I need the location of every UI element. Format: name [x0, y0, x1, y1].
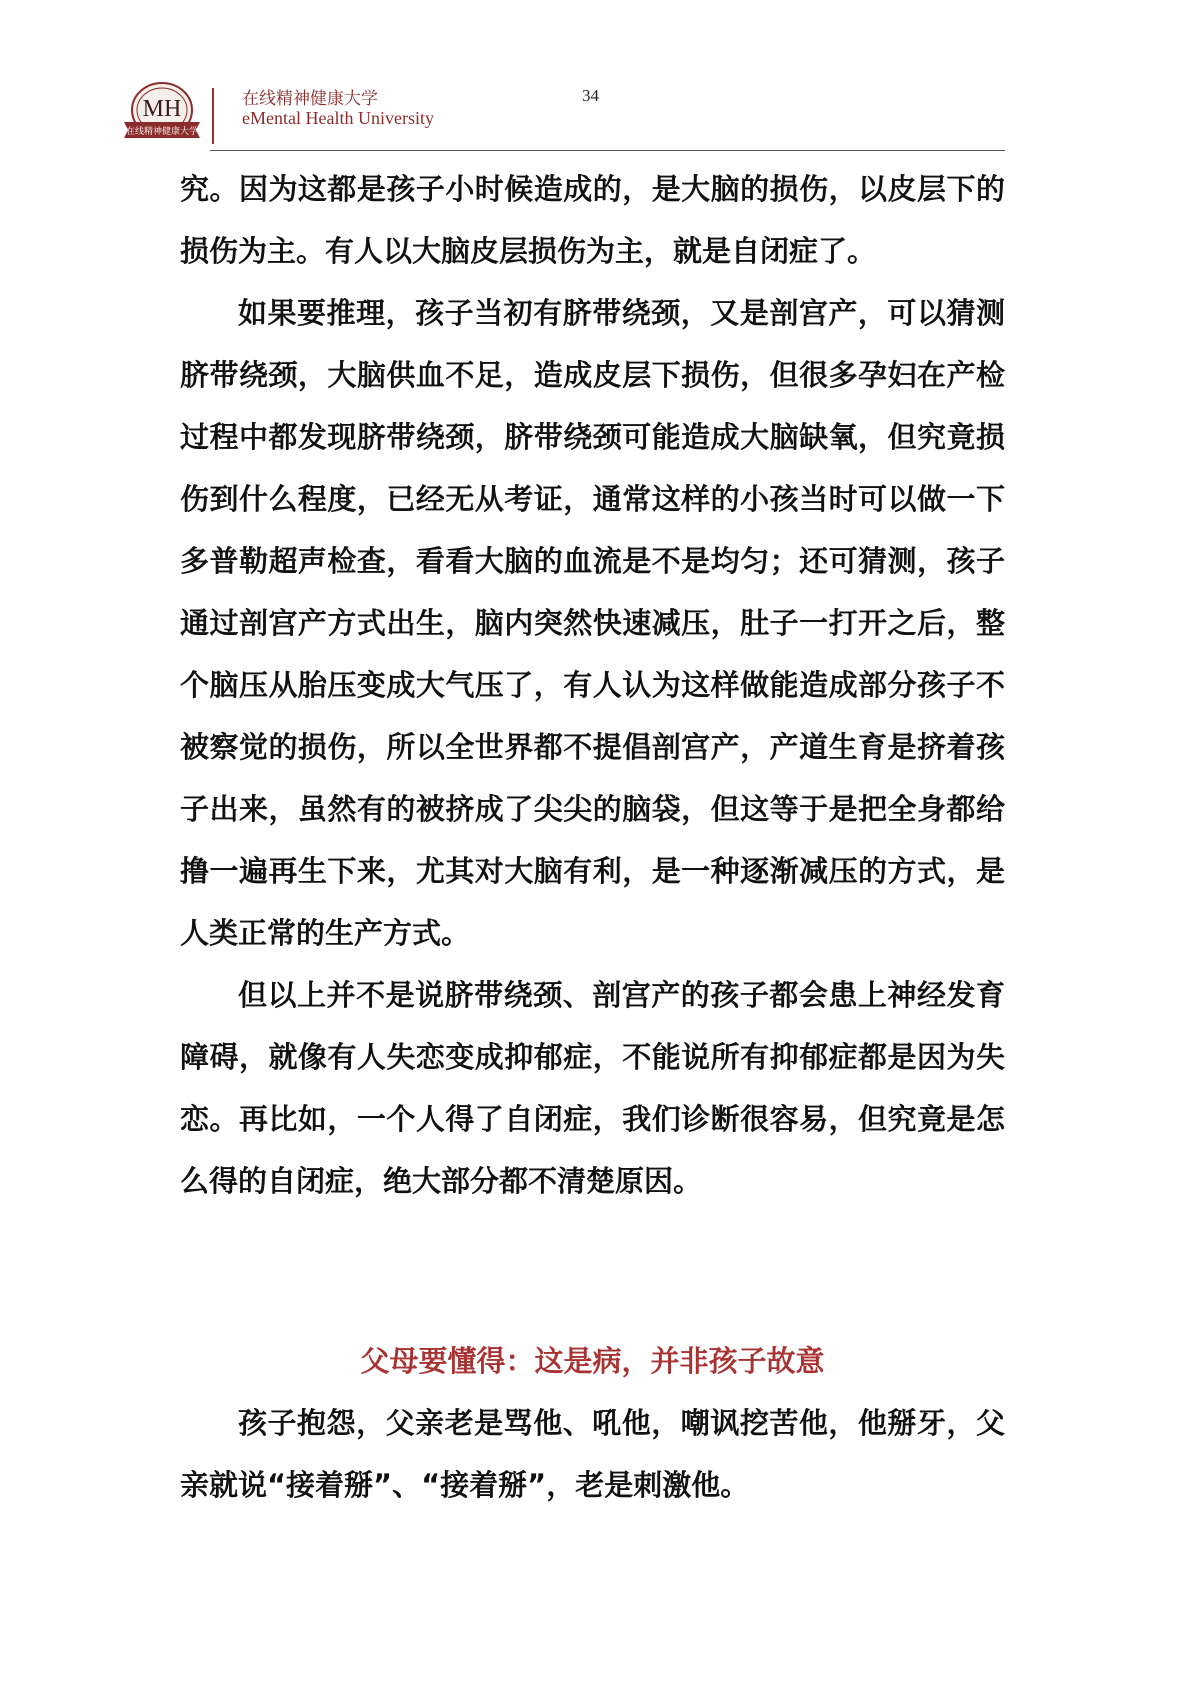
logo-banner-text: 在线精神健康大学 [125, 127, 199, 137]
paragraph-3: 但以上并不是说脐带绕颈、剖宫产的孩子都会患上神经发育障碍，就像有人失恋变成抑郁症，不能说所有抑郁症都是因为失恋。再比如，一个人得了自闭症，我们诊断很容易，但究竟是怎么得的自闭症，绝大部分都不清楚原因。 [180, 978, 1005, 1198]
university-logo [118, 80, 206, 146]
paragraph-2: 如果要推理，孩子当初有脐带绕颈，又是剖宫产，可以猜测脐带绕颈，大脑供血不足，造成皮层下损伤，但很多孕妇在产检过程中都发现脐带绕颈，脐带绕颈可能造成大脑缺氧，但究竟损伤到什么程度，已经无从考证，通常这样的小孩当时可以做一下多普勒超声检查，看看大脑的血流是不是均匀；还可猜测，孩子通过剖宫产方式出生，脑内突然快速减压，肚子一打开之后，整个脑压从胎压变成大气压了，有人认为这样做能造成部分孩子不被察觉的损伤，所以全世界都不提倡剖宫产，产道生育是挤着孩子出来，虽然有的被挤成了尖尖的脑袋，但这等于是把全身都给撸一遍再生下来，尤其对大脑有利，是一种逐渐减压的方式，是人类正常的生产方式。 [180, 296, 1005, 950]
university-name-en: eMental Health University [242, 108, 434, 128]
body-text [180, 158, 1005, 1212]
logo-monogram: MH [142, 96, 182, 122]
paragraph-1: 究。因为这都是孩子小时候造成的，是大脑的损伤，以皮层下的损伤为主。有人以大脑皮层损伤为主，就是自闭症了。 [180, 172, 1005, 268]
section-body [180, 1392, 1005, 1516]
section-paragraph: 孩子抱怨，父亲老是骂他、吼他，嘲讽挖苦他，他掰牙，父亲就说“接着掰”、“接着掰”，老是刺激他。 [180, 1406, 1005, 1502]
header-vertical-divider [212, 88, 214, 144]
section-heading: 父母要懂得：这是病，并非孩子故意 [360, 1344, 825, 1378]
page-number: 34 [582, 86, 599, 105]
header-rule [210, 150, 1005, 151]
page-header [0, 0, 1190, 160]
university-name-cn: 在线精神健康大学 [242, 89, 378, 109]
